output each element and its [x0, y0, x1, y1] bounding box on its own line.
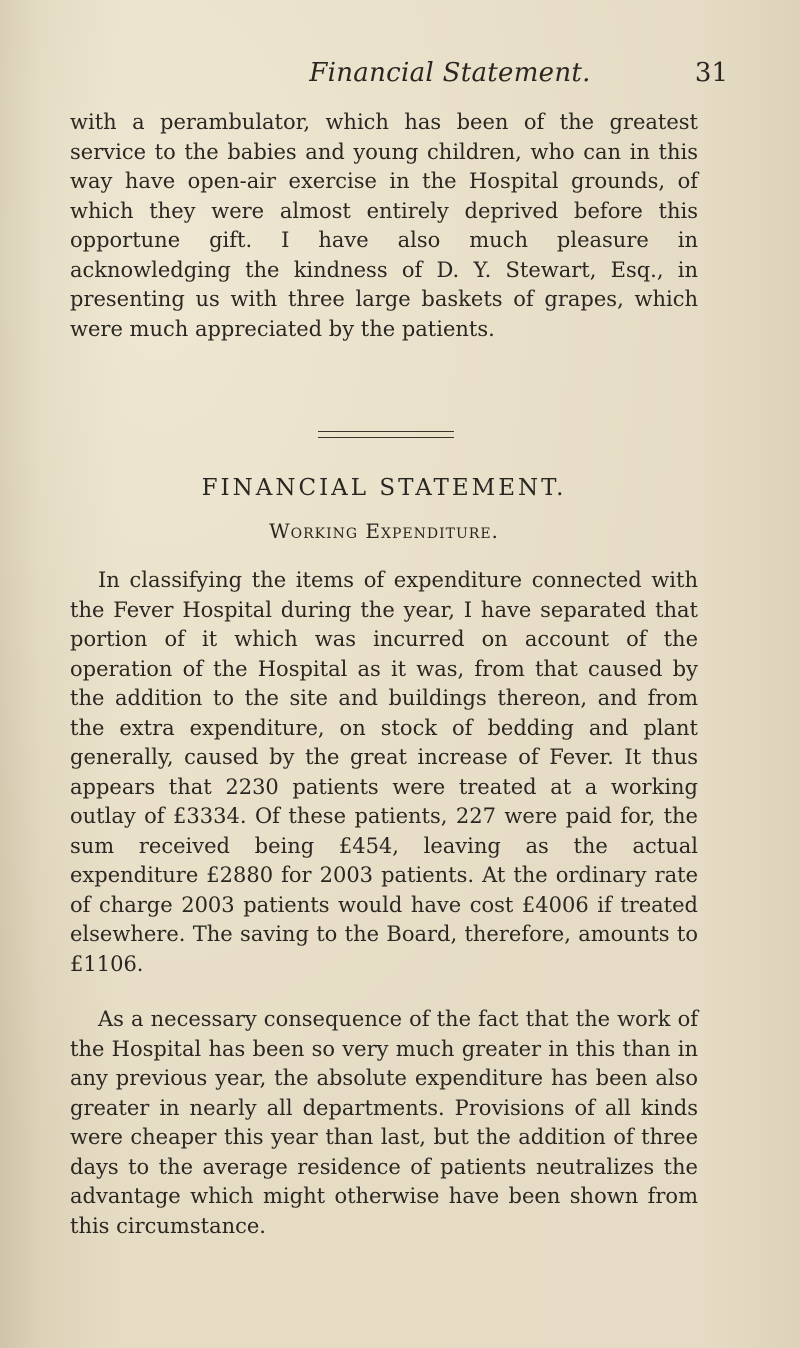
running-title: Financial Statement. — [309, 58, 591, 88]
page-number: 31 — [694, 58, 728, 88]
expenditure-paragraph: In classifying the items of expenditure connected with the Fever Hospital during the year, I have separated that portion of it which was incurred on account of the operation of the Hospital as it was, from that caused by the addition to the site and buildings thereon, and from the extra expenditure, on stock of bedding and plant generally, caused by the great increase of Fever. It thus appears that 2230 patients were treated at a working outlay of £3334. Of these patients, 227 were paid for, the sum received being £454, leaving as the actual expenditure £2880 for 2003 patients. At the ordinary rate of charge 2003 patients would have cost £4006 if treated elsewhere. The saving to the Board, therefore, amounts to £1106. — [70, 568, 698, 976]
section-divider — [318, 431, 454, 438]
subsection-title: Working Expenditure. — [269, 519, 499, 543]
section-title: FINANCIAL STATEMENT. — [201, 475, 567, 501]
intro-paragraph: with a perambulator, which has been of the greatest service to the babies and young children, who can in this way have open-air exercise in the Hospital grounds, of which they were almost entirely deprived before this opportune gift. I have also much pleasure in acknowledging the kindness of D. Y. Stewart, Esq., in presenting us with three large baskets of grapes, which were much appreciated by the patients. — [70, 110, 698, 341]
departments-paragraph: As a necessary consequence of the fact that the work of the Hospital has been so very much greater in this than in any previous year, the absolute expenditure has been also greater in nearly all departments. Provisions of all kinds were cheaper this year than last, but the addition of three days to the average residence of patients neutralizes the advantage which might otherwise have been shown from this circumstance. — [70, 1007, 698, 1238]
